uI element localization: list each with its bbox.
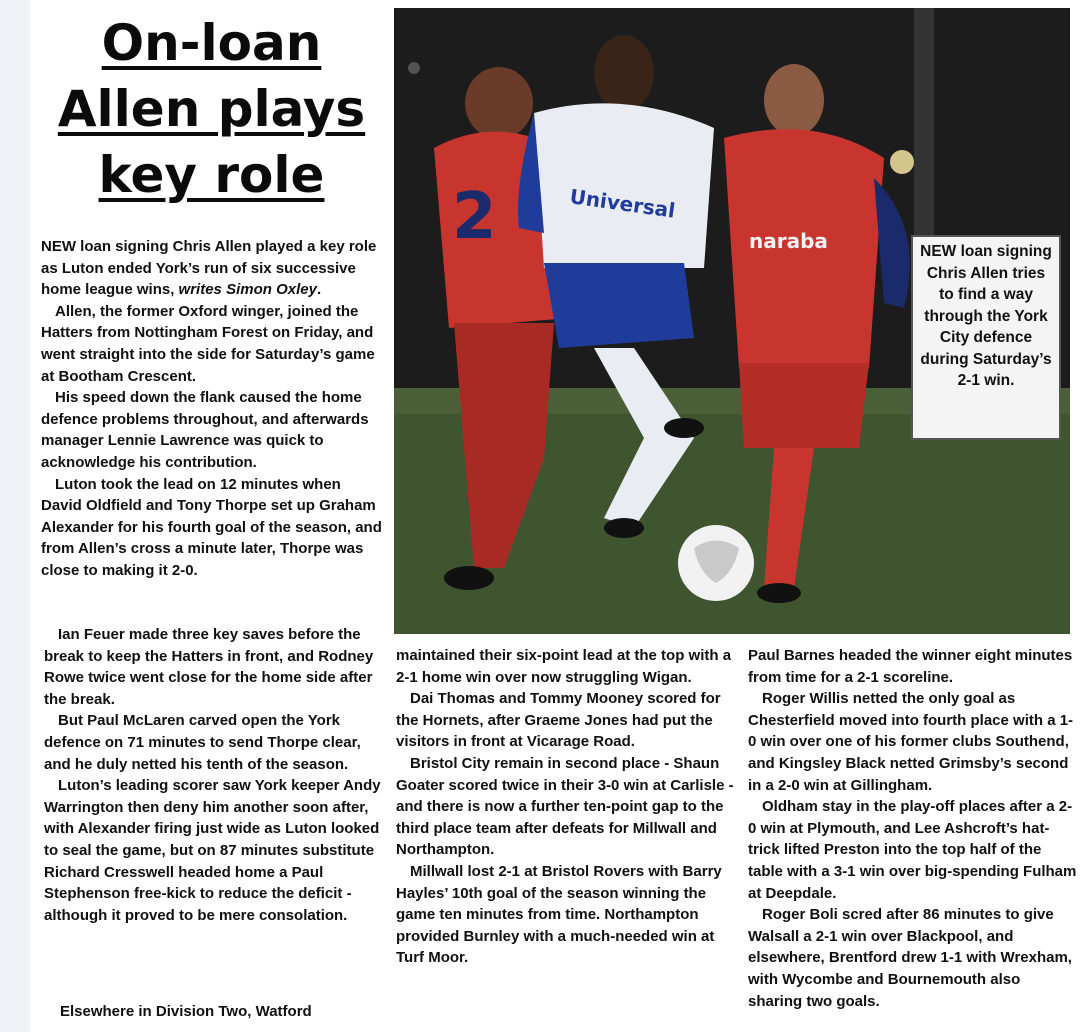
paragraph: But Paul McLaren carved open the York defence on 71 minutes to send Thorpe clear, and he duly netted his tenth of the season. [44, 712, 361, 773]
photo-caption: NEW loan signing Chris Allen tries to find a way through the York City defence during Saturday’s 2-1 win. [911, 235, 1061, 440]
paragraph: Oldham stay in the play-off places after a 2-0 win at Plymouth, and Lee Ashcroft’s hat-trick lifted Preston into the top half of the table with a 3-1 win over big-spending Fulham at Deepdale. [748, 798, 1077, 902]
paragraph: Roger Willis netted the only goal as Chesterfield moved into fourth place with a 1-0 win over one of his former clubs Southend, and Kingsley Black netted Grimsby’s second in a 2-0 win at Gillingham. [748, 690, 1074, 794]
paragraph: Luton’s leading scorer saw York keeper Andy Warrington then deny him another soon after, with Alexander firing just wide as Luton looked to seal the game, but on 87 minutes substitute Richard Cresswell headed home a Paul Stephenson free-kick to reduce the deficit - although it proved to be mere consolation. [44, 777, 381, 924]
intro-paragraph [41, 236, 383, 301]
intro-end: . [316, 281, 322, 299]
article-column-3 [748, 645, 1078, 1012]
paragraph: Allen, the former Oxford winger, joined the Hatters from Nottingham Forest on Friday, and went straight into the side for Saturday’s game at Bootham Crescent. [41, 302, 375, 385]
paragraph: Bristol City remain in second place - Shaun Goater scored twice in their 3-0 win at Carlisle - and there is now a further ten-point gap to the third place team after defeats for Millwall and Northampton. [396, 754, 734, 859]
intro-text: NEW loan signing Chris Allen played a key role as Luton ended York’s run of six successive home league wins, [41, 238, 377, 299]
page-edge [0, 0, 30, 1032]
headline-line-3: key role [98, 146, 325, 204]
headline-line-1: On-loan [101, 14, 322, 72]
shirt-number: 2 [452, 180, 497, 254]
article-column-1 [41, 236, 383, 582]
paragraph: Millwall lost 2-1 at Bristol Rovers with Barry Hayles’ 10th goal of the season winning the game ten minutes from time. Northampton provided Burnley with a much-needed win at Turf Moor. [396, 862, 722, 967]
paragraph: Paul Barnes headed the winner eight minutes from time for a 2-1 scoreline. [748, 647, 1073, 686]
headline-line-2: Allen plays [57, 80, 366, 138]
paragraph: maintained their six-point lead at the top with a 2-1 home win over now struggling Wigan. [396, 647, 732, 686]
sponsor-text-white: Universal [568, 184, 677, 223]
paragraph: Luton took the lead on 12 minutes when David Oldfield and Tony Thorpe set up Graham Alexander for his fourth goal of the season, and from Allen’s cross a minute later, Thorpe was close to making it 2-0. [41, 475, 382, 579]
paragraph: Ian Feuer made three key saves before the break to keep the Hatters in front, and Rodney Rowe twice went close for the home side after the break. [44, 626, 374, 708]
paragraph: Dai Thomas and Tommy Mooney scored for the Hornets, after Graeme Jones had put the visitors in front at Vicarage Road. [396, 690, 721, 751]
headline [34, 10, 389, 208]
article-column-1-lower [44, 624, 386, 926]
article-column-2 [396, 645, 736, 969]
paragraph: His speed down the flank caused the home defence problems throughout, and afterwards manager Lennie Lawrence was quick to acknowledge his contribution. [41, 389, 369, 471]
paragraph: Elsewhere in Division Two, Watford [60, 1003, 312, 1020]
sponsor-text-red: naraba [749, 229, 828, 253]
byline: writes Simon Oxley [178, 281, 317, 299]
article-column-1-continuation [60, 1001, 380, 1023]
paragraph: Roger Boli scred after 86 minutes to give Walsall a 2-1 win over Blackpool, and elsewhere, Brentford drew 1-1 with Wrexham, with Wycombe and Bournemouth also sharing two goals. [748, 906, 1072, 1010]
